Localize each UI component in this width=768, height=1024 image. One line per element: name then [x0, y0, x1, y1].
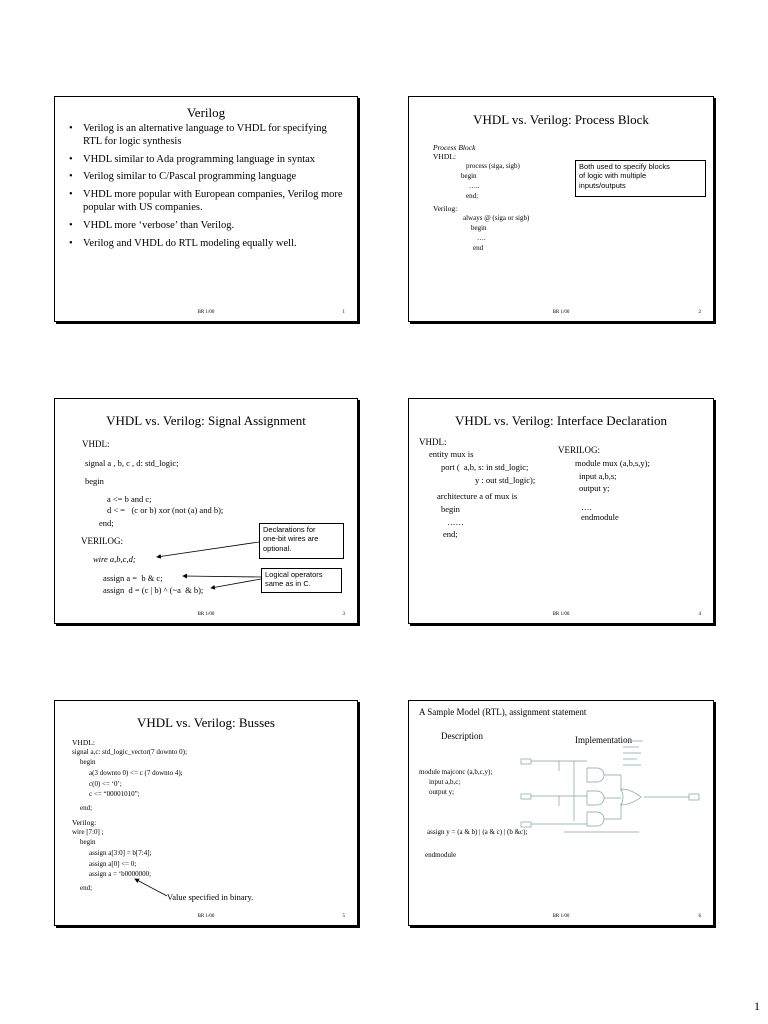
slide-footer: BR 1/00: [197, 914, 215, 919]
bullet-item: • Verilog and VHDL do RTL modeling equally well.: [69, 238, 344, 251]
slide-5: [54, 700, 358, 926]
vhdl-label: VHDL:: [419, 437, 447, 447]
code-line: assign a[3:0] = b[7:4];: [89, 849, 152, 857]
schematic-diagram: [409, 701, 714, 926]
code-line: y : out std_logic);: [475, 475, 536, 485]
note-box: Logical operators same as in C.: [261, 568, 342, 593]
code-line: entity mux is: [429, 449, 474, 459]
slide-2: [408, 96, 714, 322]
bullet-item: • VHDL similar to Ada programming language in syntax: [69, 154, 344, 167]
slide-title: VHDL vs. Verilog: Interface Declaration: [455, 413, 667, 428]
code-line: assign y = (a & b) | (a & c) | (b &c);: [427, 828, 528, 836]
slide-footer: BR 1/00: [552, 310, 570, 315]
description-label: Description: [441, 731, 483, 741]
code-line: c(0) <= ‘0’;: [89, 780, 122, 788]
bullet-item: • VHDL more ‘verbose’ than Verilog.: [69, 220, 344, 233]
page-number: 1: [754, 999, 760, 1013]
vhdl-label: VHDL:: [433, 152, 456, 161]
slide-number: 2: [698, 310, 701, 315]
slide-footer: BR 1/00: [552, 612, 570, 617]
arrows: [55, 399, 358, 624]
code-line: module majconc (a,b,c,y);: [419, 768, 493, 776]
code-line: assign a = b & c;: [103, 573, 163, 583]
arrows: [55, 701, 358, 926]
vhdl-label: VHDL:: [82, 439, 110, 449]
code-line: end: [473, 244, 484, 252]
code-line: signal a,c: std_logic_vector(7 downto 0);: [72, 748, 187, 756]
note-box: Both used to specify blocks of logic with multiple inputs/outputs: [575, 160, 706, 197]
slide-number: 3: [342, 612, 345, 617]
slide-footer: BR 1/00: [552, 914, 570, 919]
code-line: output y;: [429, 788, 455, 796]
slide-number: 4: [698, 612, 701, 617]
verilog-label: Verilog:: [72, 818, 97, 827]
code-line: begin: [80, 838, 96, 846]
code-line: endmodule: [425, 851, 457, 859]
slide-footer: BR 1/00: [197, 612, 215, 617]
slide-footer: BR 1/00: [197, 310, 215, 315]
code-line: a(3 downto 0) <= c (7 downto 4);: [89, 769, 183, 777]
implementation-label: Implementation: [575, 735, 632, 745]
code-line: end;: [466, 192, 479, 200]
code-line: end;: [99, 518, 114, 528]
code-line: c <= “00001010”;: [89, 790, 140, 798]
bullet-item: • Verilog is an alternative language to VHDL for specifying RTL for logic synthesis: [69, 123, 344, 149]
slide-1: [54, 96, 358, 322]
slide-number: 6: [698, 914, 701, 919]
code-line: end;: [80, 884, 93, 892]
code-line: wire a,b,c,d;: [93, 554, 136, 564]
verilog-label: VERILOG:: [81, 536, 123, 546]
slide-title: VHDL vs. Verilog: Busses: [137, 715, 275, 730]
slide-4: [408, 398, 714, 624]
code-line: input a,b,s;: [579, 471, 617, 481]
slide-3: [54, 398, 358, 624]
bullet-list: [69, 123, 344, 255]
code-line: begin: [441, 504, 460, 514]
code-line: port ( a,b, s: in std_logic;: [441, 462, 529, 472]
code-line: …..: [469, 182, 480, 190]
slide-6: [408, 700, 714, 926]
code-line: begin: [471, 224, 487, 232]
code-line: ……: [447, 517, 464, 527]
verilog-label: VERILOG:: [558, 445, 600, 455]
code-line: d < = (c or b) xor (not (a) and b);: [107, 505, 224, 515]
code-line: assign a[0] <= 0;: [89, 860, 137, 868]
code-line: begin: [80, 758, 96, 766]
slide-subtitle: Process Block: [433, 143, 476, 152]
code-line: signal a , b, c , d: std_logic;: [85, 458, 179, 468]
bullet-item: • VHDL more popular with European companies, Verilog more popular with US companies.: [69, 189, 344, 215]
code-line: process (siga, sigb): [466, 162, 520, 170]
note-box: Declarations for one-bit wires are optional.: [259, 523, 344, 559]
annotation-text: Value specified in binary.: [167, 892, 254, 902]
slide-title: VHDL vs. Verilog: Signal Assignment: [106, 413, 306, 428]
code-line: always @ (siga or sigb): [463, 214, 530, 222]
vhdl-label: VHDL:: [72, 738, 95, 747]
code-line: input a,b,c;: [429, 778, 461, 786]
verilog-label: Verilog:: [433, 204, 458, 213]
code-line: ….: [477, 234, 486, 242]
code-line: endmodule: [581, 512, 619, 522]
code-line: architecture a of mux is: [437, 491, 518, 501]
slide-number: 5: [342, 914, 345, 919]
code-line: a <= b and c;: [107, 494, 152, 504]
slide-title: Verilog: [186, 105, 226, 120]
slide-title: VHDL vs. Verilog: Process Block: [473, 112, 649, 127]
code-line: assign d = (c | b) ^ (~a & b);: [103, 585, 204, 595]
code-line: output y;: [579, 483, 610, 493]
code-line: end;: [443, 529, 458, 539]
code-line: begin: [85, 476, 104, 486]
code-line: begin: [461, 172, 477, 180]
bullet-item: • Verilog similar to C/Pascal programming language: [69, 171, 344, 184]
code-line: end;: [80, 804, 93, 812]
code-line: ….: [581, 502, 592, 512]
code-line: assign a = ‘b0000000;: [89, 870, 152, 878]
code-line: wire [7:0] ;: [72, 828, 104, 836]
slide-title: A Sample Model (RTL), assignment statement: [419, 707, 587, 717]
code-line: module mux (a,b,s,y);: [575, 458, 650, 468]
slide-number: 1: [342, 310, 345, 315]
